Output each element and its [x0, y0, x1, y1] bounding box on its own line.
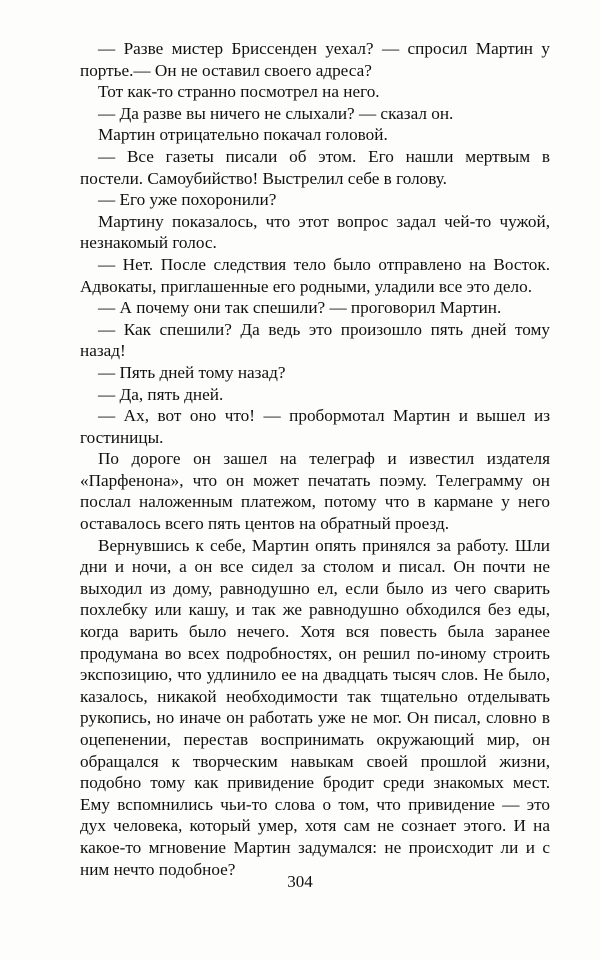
paragraph: — А почему они так спешили? — проговорил Мартин.: [98, 298, 502, 318]
body-text: [80, 38, 550, 880]
paragraph: — Все газеты писали об этом. Его нашли мертвым в постели. Самоубийство! Выстрелил себе в голову.: [80, 146, 550, 188]
paragraph: Тот как-то странно посмотрел на него.: [98, 82, 380, 102]
paragraph: — Пять дней тому назад?: [98, 362, 286, 382]
paragraph: Мартин отрицательно покачал головой.: [98, 125, 388, 145]
paragraph: — Да разве вы ничего не слыхали? — сказал он.: [98, 103, 454, 123]
paragraph: — Да, пять дней.: [98, 384, 224, 404]
paragraph: — Нет. После следствия тело было отправлено на Восток. Адвокаты, приглашенные его родными, уладили все это дело.: [80, 254, 550, 296]
paragraph: Мартину показалось, что этот вопрос задал чей-то чужой, незнакомый голос.: [80, 211, 550, 253]
page-number: 304: [287, 872, 313, 891]
paragraph: — Его уже похоронили?: [98, 190, 277, 210]
paragraph: — Разве мистер Бриссенден уехал? — спросил Мартин у портье.— Он не оставил своего адреса?: [80, 39, 550, 80]
paragraph: — Ах, вот оно что! — пробормотал Мартин и вышел из гостиницы.: [80, 406, 550, 447]
paragraph: Вернувшись к себе, Мартин опять принялся за работу. Шли дни и ночи, а он все сидел за столом и писал. Он почти не выходил из дому, равнодушно ел, если было из чего сварить похлебку или кашу, и так же равнодушно обходился без еды, когда варить было нечего. Хотя вся повесть была заранее продумана во всех подробностях, он решил по-иному строить экспозицию, что удлинило ее на двадцать тысяч слов. Не было, казалось, никакой необходимости так тщательно отделывать рукопись, но иначе он работать уже не мог. Он писал, словно в оцепенении, перестав воспринимать окружающий мир, он обращался к творческим навыкам своей прошлой жизни, подобно тому как привидение бродит среди знакомых мест. Ему вспомнились чьи-то слова о том, что привидение — это дух человека, который умер, хотя сам не сознает этого. И на какое-то мгновение Мартин задумался: не происходит ли и с ним нечто подобное?: [80, 535, 550, 879]
paragraph: — Как спешили? Да ведь это произошло пять дней тому назад!: [80, 319, 550, 361]
paragraph: По дороге он зашел на телеграф и известил издателя «Парфенона», что он может печатать поэму. Телеграмму он послал наложенным платежом, потому что в кармане у него оставалось всего пять центов на обратный проезд.: [80, 449, 550, 534]
